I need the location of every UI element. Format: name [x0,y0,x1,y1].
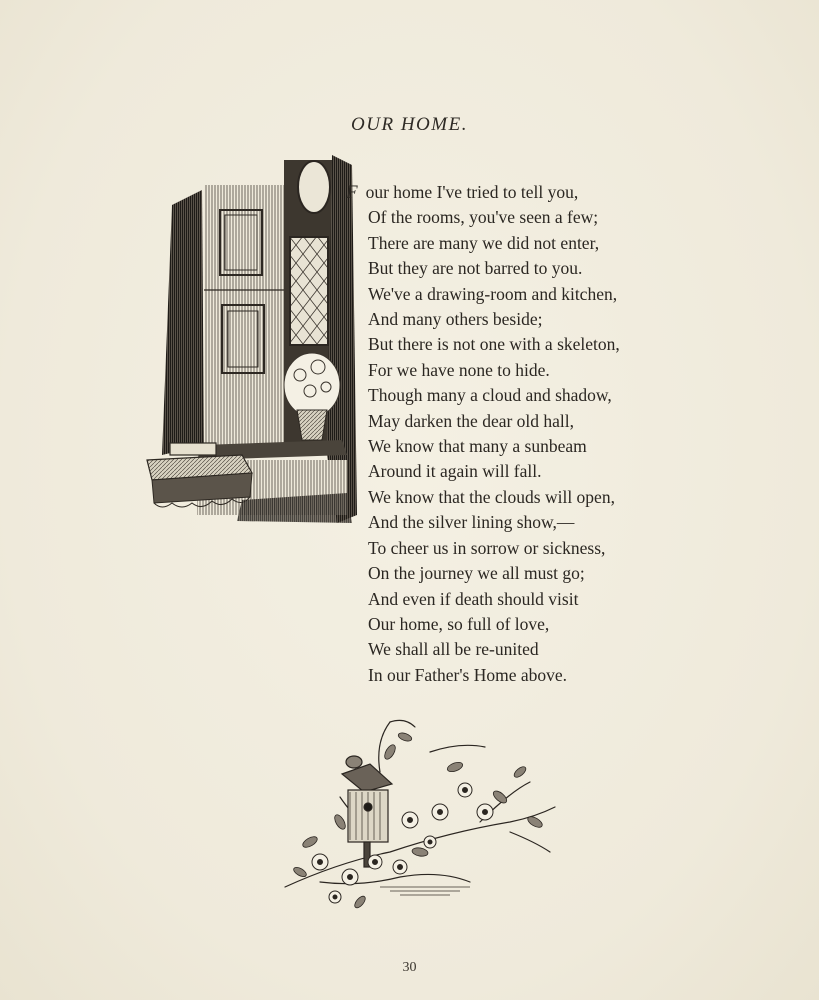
page-number: 30 [402,960,417,975]
poem-line: Around it again will fall. [368,461,542,482]
page-title: OUR HOME. [351,114,468,135]
poem-line: And many others beside; [368,309,543,330]
poem-line: And even if death should visit [368,588,579,609]
poem-line: But there is not one with a skeleton, [368,334,620,355]
window-interior-illustration [142,155,360,523]
poem-line: There are many we did not enter, [368,232,600,253]
poem-line: We shall all be re-united [368,639,539,660]
poem-line: But they are not barred to you. [368,258,583,279]
poem-line: Of the rooms, you've seen a few; [368,207,599,228]
drop-letter: F [346,182,358,203]
birdhouse-blossom-ornament [280,712,565,927]
poem-line: F our home I've tried to tell you, [346,182,579,203]
poem-line: And the silver lining show,— [368,512,575,533]
poem-line: In our Father's Home above. [368,664,568,685]
poem-text [346,180,766,688]
poem-line: Though many a cloud and shadow, [368,385,612,406]
poem-line: To cheer us in sorrow or sickness, [368,537,606,558]
poem-line: On the journey we all must go; [368,563,585,584]
poem-line: We know that many a sunbeam [368,436,587,457]
poem-line: May darken the dear old hall, [368,410,575,431]
poem-line: For we have none to hide. [368,359,550,380]
poem-line: We know that the clouds will open, [368,486,615,507]
poem-line: We've a drawing-room and kitchen, [368,283,618,304]
poem-line: Our home, so full of love, [368,613,550,634]
